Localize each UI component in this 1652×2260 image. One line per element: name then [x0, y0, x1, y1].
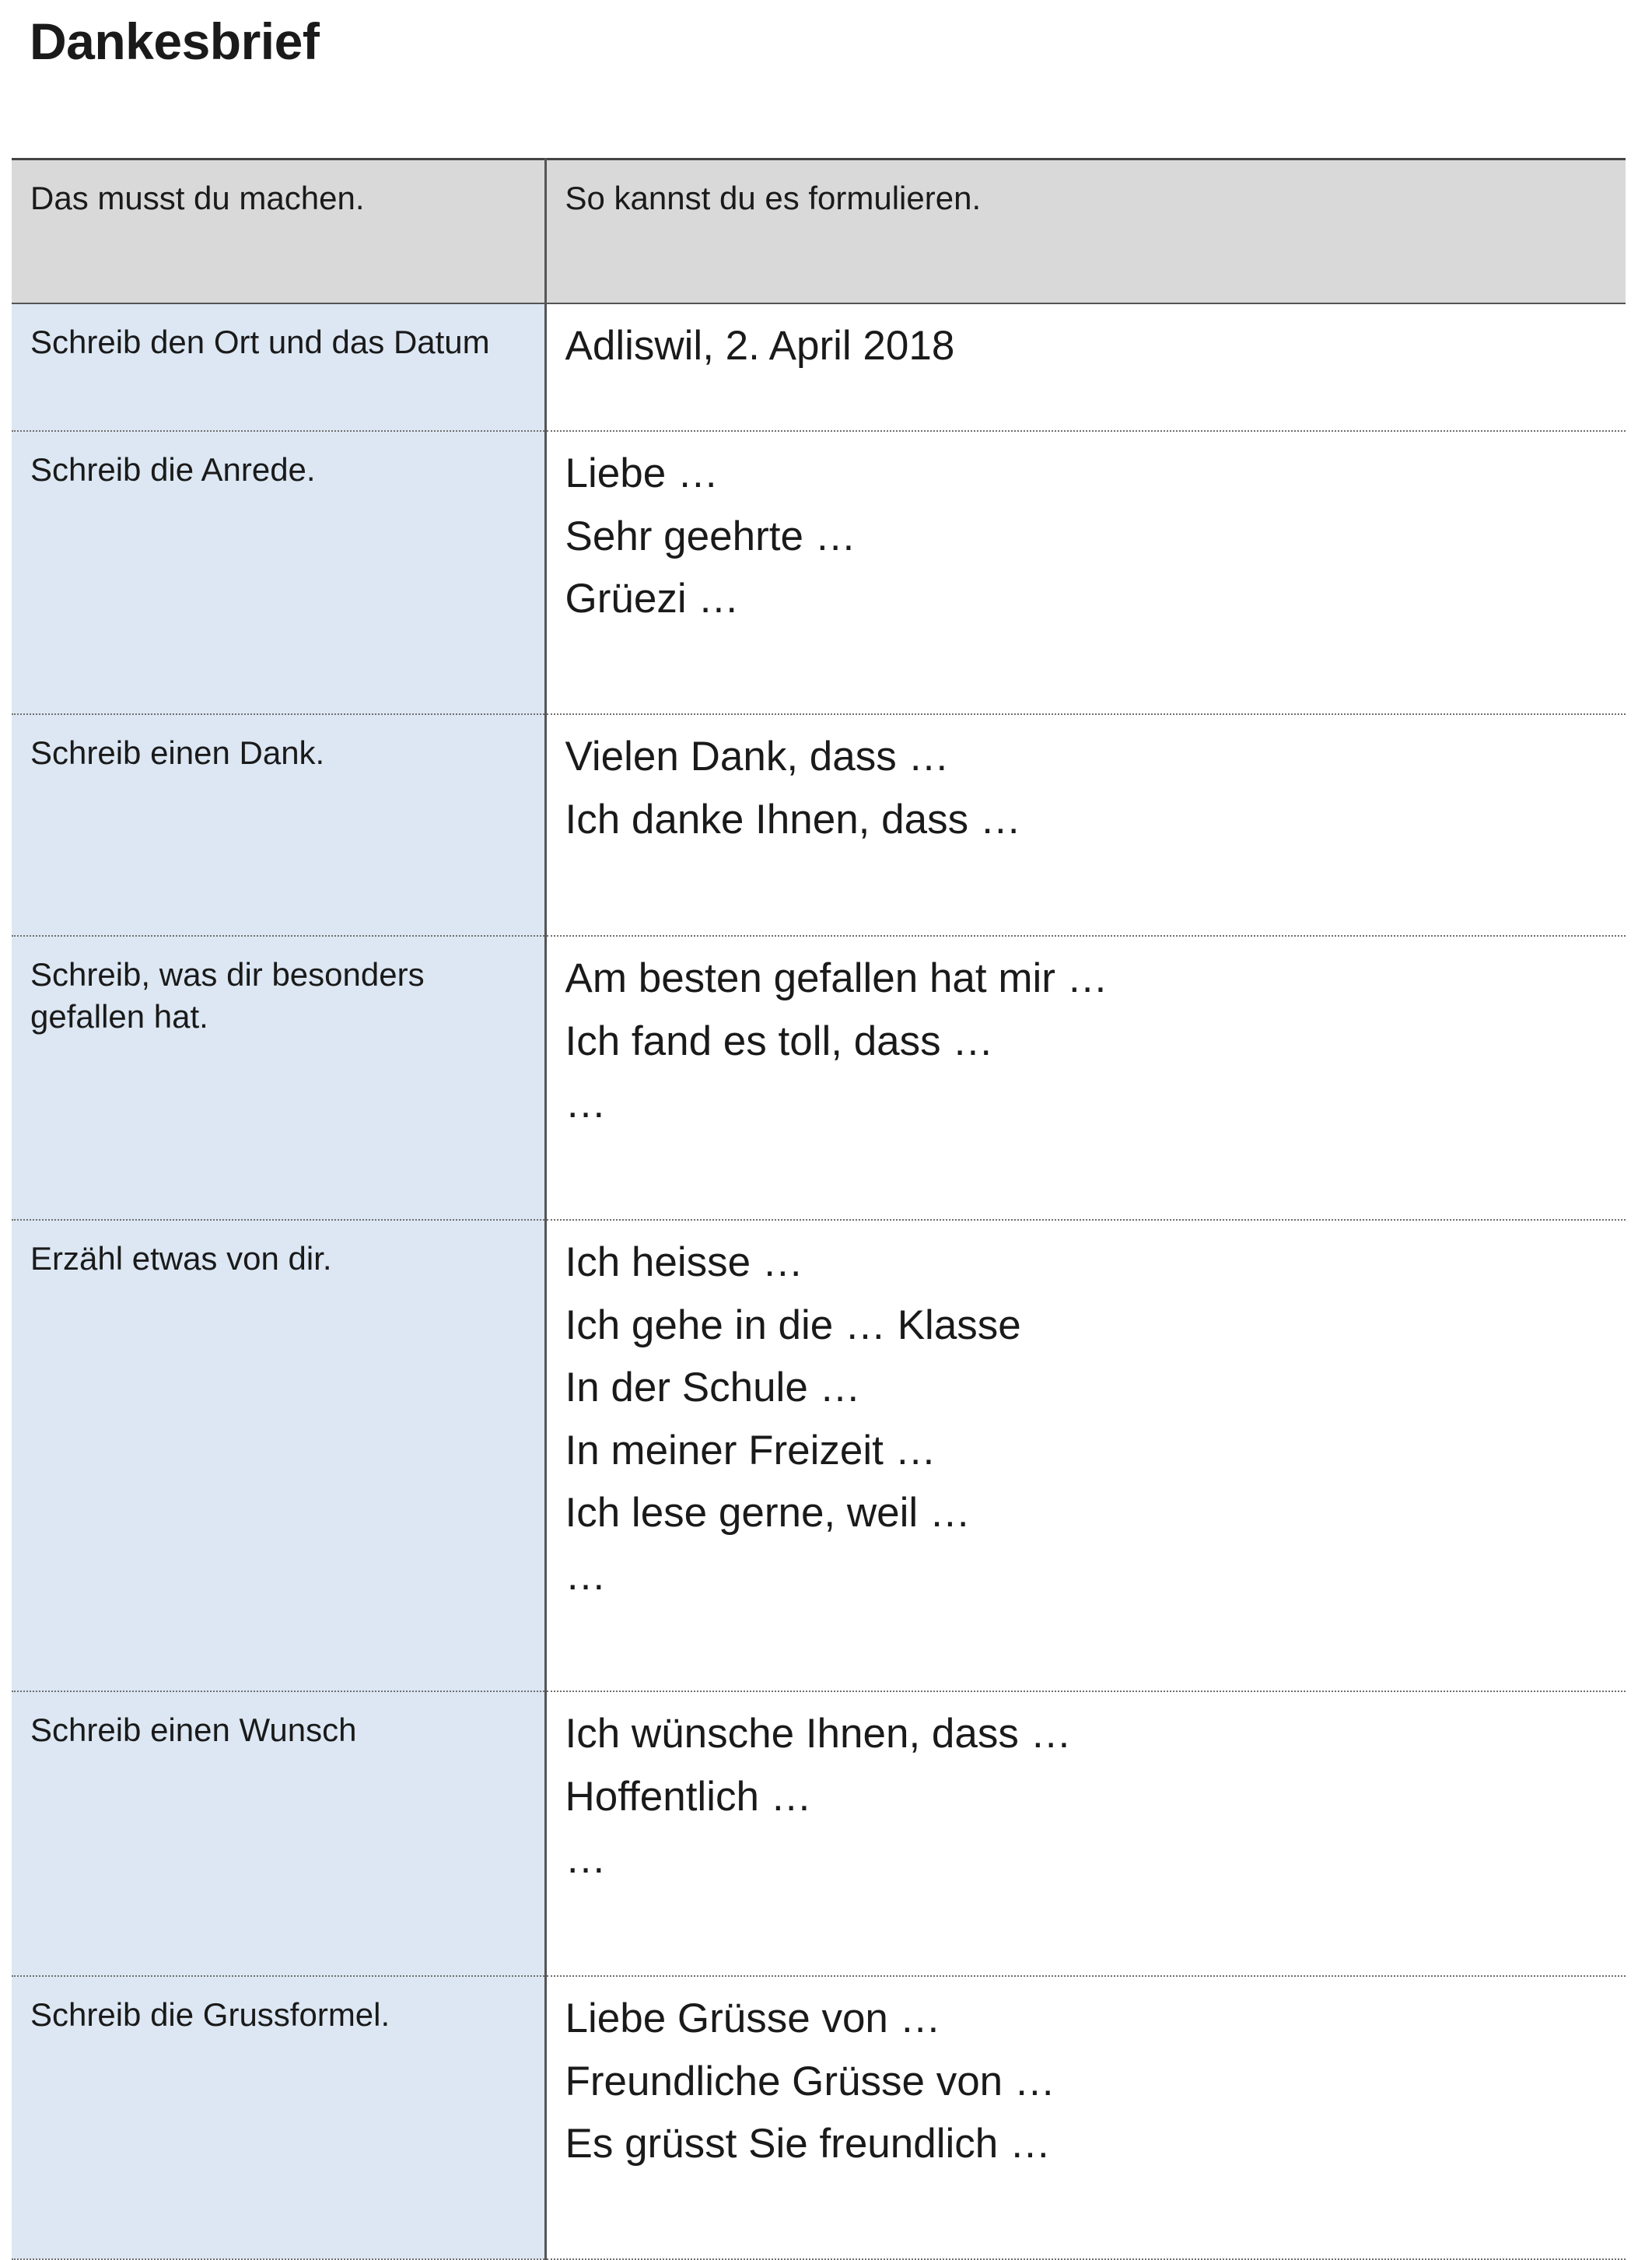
- phrase-line: Ich fand es toll, dass …: [565, 1018, 994, 1064]
- header-task: Das musst du machen.: [12, 159, 545, 304]
- phrase-line: …: [565, 1552, 607, 1599]
- page-title: Dankesbrief: [30, 12, 320, 70]
- table-row: [12, 303, 1626, 431]
- phrase-line: …: [565, 1081, 607, 1126]
- phrase-line: Ich heisse …: [565, 1239, 803, 1285]
- table-row: [12, 936, 1626, 1220]
- phrase-line: Vielen Dank, dass …: [565, 734, 950, 780]
- phrase-line: Hoffentlich …: [565, 1773, 812, 1820]
- task-cell: Schreib die Grussformel.: [12, 1976, 545, 2259]
- phrase-line: Ich wünsche Ihnen, dass …: [565, 1711, 1072, 1757]
- task-cell: Schreib einen Wunsch: [12, 1691, 545, 1976]
- table-row: [12, 714, 1626, 936]
- phrase-line: Es grüsst Sie freundlich …: [565, 2121, 1051, 2167]
- table-row: [12, 1691, 1626, 1976]
- header-phrase: So kannst du es formulieren.: [545, 159, 1626, 304]
- task-cell: Erzähl etwas von dir.: [12, 1220, 545, 1691]
- phrase-cell: [545, 431, 1626, 714]
- phrase-cell: [545, 303, 1626, 431]
- task-cell: Schreib den Ort und das Datum: [12, 303, 545, 431]
- table-row: [12, 1976, 1626, 2259]
- task-cell: Schreib die Anrede.: [12, 431, 545, 714]
- phrase-line: Liebe Grüsse von …: [565, 1995, 941, 2041]
- phrase-line: Liebe …: [565, 450, 719, 496]
- phrase-line: Am besten gefallen hat mir …: [565, 955, 1108, 1001]
- phrase-cell: [545, 936, 1626, 1220]
- phrase-cell: [545, 1220, 1626, 1691]
- phrase-table: [12, 158, 1626, 2260]
- phrase-line: In der Schule …: [565, 1365, 861, 1410]
- phrase-line: Ich lese gerne, weil …: [565, 1490, 971, 1536]
- phrase-line: In meiner Freizeit …: [565, 1427, 936, 1473]
- phrase-line: Freundliche Grüsse von …: [565, 2058, 1055, 2104]
- phrase-line: …: [565, 1836, 607, 1882]
- phrase-cell: [545, 714, 1626, 936]
- phrase-line: Grüezi …: [565, 576, 740, 622]
- table-header-row: [12, 159, 1626, 304]
- phrase-cell: [545, 1691, 1626, 1976]
- phrase-line: Ich gehe in die … Klasse: [565, 1302, 1021, 1348]
- phrase-line: Adliswil, 2. April 2018: [565, 323, 955, 369]
- table-row: [12, 1220, 1626, 1691]
- table-row: [12, 431, 1626, 714]
- task-cell: Schreib, was dir besonders gefallen hat.: [12, 936, 545, 1220]
- task-cell: Schreib einen Dank.: [12, 714, 545, 936]
- phrase-line: Ich danke Ihnen, dass …: [565, 796, 1021, 843]
- phrase-cell: [545, 1976, 1626, 2259]
- phrase-line: Sehr geehrte …: [565, 513, 856, 559]
